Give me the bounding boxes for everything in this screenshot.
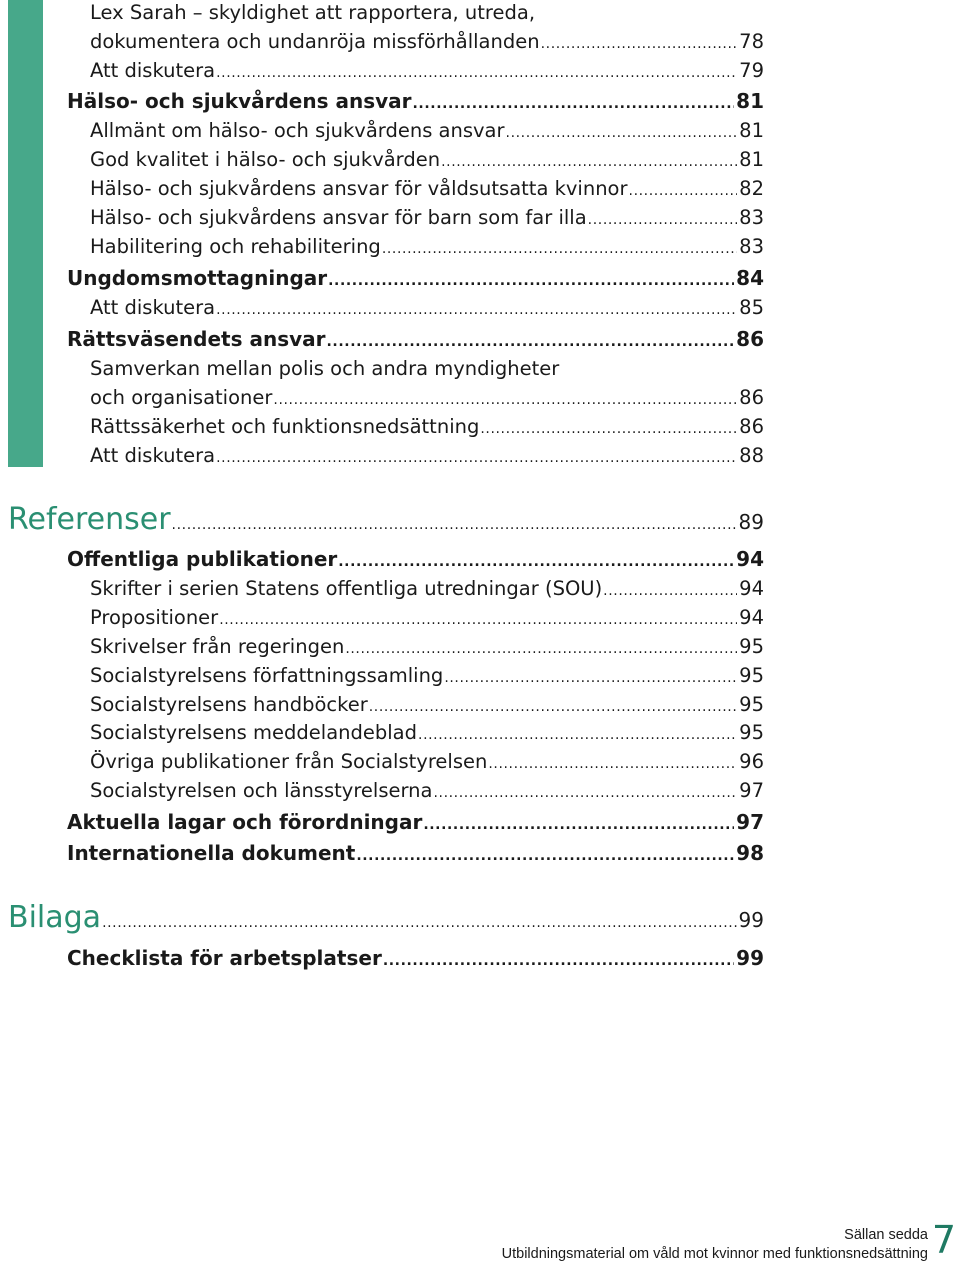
toc-part-title: Bilaga	[8, 900, 102, 935]
toc-entry-page: 86	[739, 415, 764, 438]
leader-dots	[356, 848, 734, 864]
toc-section-page: 94	[736, 547, 764, 571]
toc-entry-page: 83	[739, 235, 764, 258]
toc-entry-title: Allmänt om hälso- och sjukvårdens ansvar	[90, 119, 505, 142]
toc-entry-title: Att diskutera	[90, 296, 216, 319]
toc-entry[interactable]	[0, 177, 764, 200]
toc-entry[interactable]	[0, 721, 764, 744]
toc-entry[interactable]	[0, 59, 764, 82]
toc-part-referenser[interactable]	[0, 502, 764, 537]
toc-entry-page: 82	[739, 177, 764, 200]
leader-dots	[413, 96, 735, 112]
toc-entry-page: 88	[739, 444, 764, 467]
toc-entry-page: 95	[739, 693, 764, 716]
footer-subtitle: Sällan sedda	[844, 1227, 928, 1243]
toc-section-page: 86	[736, 327, 764, 351]
toc-entry-title: Socialstyrelsens handböcker	[90, 693, 368, 716]
toc-entry-title: Övriga publikationer från Socialstyrelsen	[90, 750, 488, 773]
toc-entry-page: 95	[739, 635, 764, 658]
toc-entry[interactable]	[0, 30, 764, 53]
toc-section-title: Rättsväsendets ansvar	[67, 327, 326, 351]
toc-section-title: Offentliga publikationer	[67, 547, 338, 571]
leader-dots	[369, 699, 737, 715]
toc-part-page: 99	[738, 908, 764, 932]
leader-dots	[216, 450, 737, 466]
toc-section-page: 99	[736, 946, 764, 970]
leader-dots	[441, 154, 737, 170]
toc-entry-text: Samverkan mellan polis och andra myndigheter	[90, 357, 560, 380]
toc-section-title: Hälso- och sjukvårdens ansvar	[67, 89, 412, 113]
toc-entry[interactable]	[0, 296, 764, 319]
toc-entry-text: Lex Sarah – skyldighet att rapportera, utreda,	[90, 1, 536, 24]
toc-section-page: 97	[736, 810, 764, 834]
toc-part-title: Referenser	[8, 502, 171, 537]
toc-section[interactable]	[0, 547, 764, 571]
toc-section-title: Internationella dokument	[67, 841, 356, 865]
toc-section[interactable]	[0, 89, 764, 113]
toc-entry[interactable]	[0, 693, 764, 716]
toc-entry-page: 94	[739, 606, 764, 629]
toc-section[interactable]	[0, 266, 764, 290]
leader-dots	[418, 727, 737, 743]
toc-section[interactable]	[0, 841, 764, 865]
toc-entry-title: och organisationer	[90, 386, 273, 409]
toc-part-page: 89	[738, 510, 764, 534]
toc-entry[interactable]	[0, 206, 764, 229]
footer-title: Utbildningsmaterial om våld mot kvinnor med funktionsnedsättning	[501, 1246, 928, 1262]
toc-section-page: 98	[736, 841, 764, 865]
toc-entry-page: 81	[739, 148, 764, 171]
page-number: 7	[931, 1218, 956, 1262]
leader-dots	[488, 756, 737, 772]
toc-entry-title: Socialstyrelsens meddelandeblad	[90, 721, 418, 744]
toc-entry-page: 96	[739, 750, 764, 773]
toc-entry-title: Rättssäkerhet och funktionsnedsättning	[90, 415, 480, 438]
toc-entry[interactable]	[0, 635, 764, 658]
toc-entry[interactable]	[0, 779, 764, 802]
toc-entry-title: Att diskutera	[90, 59, 216, 82]
toc-entry[interactable]	[0, 444, 764, 467]
toc-entry[interactable]	[0, 606, 764, 629]
toc-entry-title: Att diskutera	[90, 444, 216, 467]
leader-dots	[383, 953, 734, 969]
toc-entry-title: Propositioner	[90, 606, 219, 629]
leader-dots	[345, 641, 737, 657]
toc-section-page: 81	[736, 89, 764, 113]
leader-dots	[444, 670, 737, 686]
leader-dots	[219, 612, 737, 628]
leader-dots	[327, 334, 735, 350]
toc-section-title: Checklista för arbetsplatser	[67, 946, 382, 970]
toc-entry-page: 83	[739, 206, 764, 229]
leader-dots	[433, 785, 737, 801]
leader-dots	[629, 183, 738, 199]
leader-dots	[541, 36, 738, 52]
toc-entry-title: God kvalitet i hälso- och sjukvården	[90, 148, 441, 171]
toc-entry-title: Hälso- och sjukvårdens ansvar för våldsutsatta kvinnor	[90, 177, 628, 200]
leader-dots	[506, 125, 738, 141]
leader-dots	[216, 65, 737, 81]
toc-section-title: Ungdomsmottagningar	[67, 266, 328, 290]
toc-entry[interactable]	[0, 415, 764, 438]
toc-entry-page: 81	[739, 119, 764, 142]
toc-entry-page: 95	[739, 664, 764, 687]
toc-section[interactable]	[0, 946, 764, 970]
toc-entry[interactable]	[0, 664, 764, 687]
leader-dots	[480, 421, 737, 437]
toc-entry-title: Habilitering och rehabilitering	[90, 235, 381, 258]
toc-entry-page: 94	[739, 577, 764, 600]
toc-entry-title: Socialstyrelsen och länsstyrelserna	[90, 779, 433, 802]
toc-entry-page: 97	[739, 779, 764, 802]
leader-dots	[172, 517, 737, 533]
toc-entry[interactable]	[0, 577, 764, 600]
toc-section-page: 84	[736, 266, 764, 290]
toc-entry[interactable]	[0, 386, 764, 409]
toc-section[interactable]	[0, 327, 764, 351]
toc-section[interactable]	[0, 810, 764, 834]
leader-dots	[328, 273, 734, 289]
leader-dots	[603, 583, 737, 599]
leader-dots	[588, 212, 738, 228]
toc-entry-page: 85	[739, 296, 764, 319]
toc-entry-title: dokumentera och undanröja missförhållanden	[90, 30, 540, 53]
toc-entry-title: Socialstyrelsens författningssamling	[90, 664, 444, 687]
toc-entry[interactable]	[0, 235, 764, 258]
toc-entry[interactable]	[0, 119, 764, 142]
toc-entry-page: 95	[739, 721, 764, 744]
leader-dots	[338, 554, 734, 570]
leader-dots	[382, 241, 737, 257]
toc-entry-page: 79	[739, 59, 764, 82]
toc-part-bilaga[interactable]	[0, 900, 764, 935]
toc-entry-page: 86	[739, 386, 764, 409]
toc-entry[interactable]	[0, 750, 764, 773]
toc-section-title: Aktuella lagar och förordningar	[67, 810, 423, 834]
toc-entry-title: Hälso- och sjukvårdens ansvar för barn som far illa	[90, 206, 587, 229]
toc-entry-page: 78	[739, 30, 764, 53]
leader-dots	[102, 915, 736, 931]
toc-entry[interactable]	[0, 148, 764, 171]
leader-dots	[423, 817, 734, 833]
leader-dots	[216, 302, 737, 318]
toc-entry-title: Skrifter i serien Statens offentliga utredningar (SOU)	[90, 577, 603, 600]
leader-dots	[273, 392, 737, 408]
toc-entry-title: Skrivelser från regeringen	[90, 635, 345, 658]
